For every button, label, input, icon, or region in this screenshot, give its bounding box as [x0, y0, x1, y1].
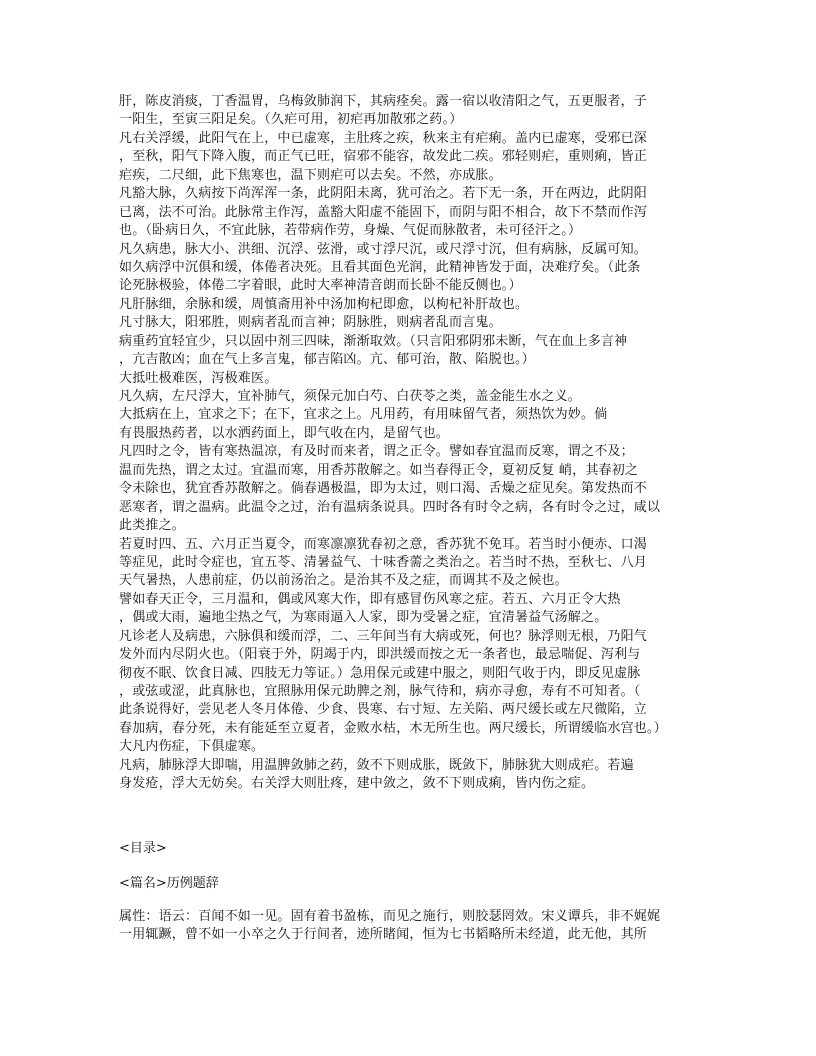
- text-line: 大凡内伤症，下俱虚寒。: [119, 739, 265, 755]
- main-text-block: [119, 93, 697, 794]
- text-line: ，或弦或涩，此真脉也，宜照脉用保元助脾之剂，脉气待和，病亦寻愈，寿有不可知者。（: [119, 684, 641, 699]
- text-line: 疟疾，二尺细，此下焦寒也，温下则疟可以去矣。不然，亦成胀。: [119, 167, 502, 183]
- text-line: 等症见，此时令症也，宜五苓、清暑益气、十味香薷之类治之。若当时不热，至秋七、八月: [119, 554, 648, 570]
- attribute-line: 一用辄蹶，曾不如一小卒之久于行间者，迹所睹闻，恒为七书韬略所未经道，此无他，其所: [119, 927, 648, 943]
- text-line: 肝，陈皮消痰，丁香温胃，乌梅敛肺润下，其病痊矣。露一宿以收清阳之气，五更服者，子: [119, 94, 648, 109]
- text-line: 凡豁大脉，久病按下尚浑浑一条，此阴阳未离，犹可治之。若下无一条，开在两边，此阴阳: [119, 186, 648, 202]
- chapter-title: <篇名>历例题辞: [119, 876, 219, 891]
- text-line: 已离，法不可治。此脉常主作泻，盖豁大阳虚不能固下，而阴与阳不相合，故下不禁而作泻: [119, 204, 648, 220]
- text-line: 大抵吐极难医，泻极难医。: [119, 370, 278, 386]
- text-line: 凡久病，左尺浮大，宜补肺气，须保元加白芍、白茯苓之类，盖金能生水之义。: [119, 389, 582, 404]
- text-line: 凡右关浮缓，此阳气在上，中已虚寒，主肚疼之疾，秋来主有疟痢。盖内已虚寒，受邪已深: [119, 130, 648, 146]
- text-line: 凡久病患，脉大小、洪细、沉浮、弦滑，或寸浮尺沉，或尺浮寸沉，但有病脉，反属可知。: [119, 241, 648, 257]
- text-line: 春加病，春分死，未有能延至立夏者，金败水枯，木无所生也。两尺缓长，所谓缓临水宫也。）: [119, 720, 667, 736]
- text-line: ，至秋，阳气下降入腹，而正气已旺，宿邪不能容，故发此二疾。邪轻则疟，重则痢，皆正: [119, 149, 648, 165]
- text-line: 一阳生，至寅三阳足矣。（久疟可用，初疟再加散邪之药。）: [119, 112, 463, 128]
- text-line: 病重药宜轻宜少，只以固中剂三四味，渐渐取效。（只言阳邪阴邪未断，气在血上多言神: [119, 333, 628, 349]
- text-line: 此条说得好，尝见老人冬月体倦、少食、畏寒、右寸短、左关陷、两尺缓长或左尺微陷，立: [119, 702, 648, 718]
- text-line: 凡病，肺脉浮大即喘，用温脾敛肺之药，敛不下则成胀，既敛下，肺脉犹大则成疟。若遍: [119, 757, 634, 773]
- text-line: ，偶或大雨，遍地尘热之气，为寒雨逼入人家，即为受暑之症，宜清暑益气汤解之。: [119, 610, 608, 626]
- text-line: 彻夜不眠、饮食日减、四肢无力等证。）急用保元或建中服之，则阳气收于内，即反见虚脉: [119, 665, 641, 681]
- text-line: 令未除也，犹宜香苏散解之。倘春遇极温，即为太过，则口渴、舌燥之症见矣。第发热而不: [119, 481, 648, 497]
- text-line: 凡四时之令，皆有寒热温凉，有及时而来者，谓之正令。譬如春宜温而反寒，谓之不及；: [119, 444, 634, 460]
- attribute-text-block: [119, 908, 697, 945]
- text-line: 大抵病在上，宜求之下；在下，宜求之上。凡用药，有用味留气者，须热饮为妙。倘: [119, 407, 608, 423]
- text-line: 如久病浮中沉俱和缓，体倦者决死。且看其面色光润，此精神皆发于面，决难疗矣。（此条: [119, 259, 641, 275]
- toc-label: <目录>: [119, 841, 167, 856]
- text-line: 有畏服热药者，以水洒药面上，即气收在内，是留气也。: [119, 425, 450, 441]
- text-line: 温而先热，谓之太过。宜温而寒，用香苏散解之。如当春得正令，夏初反复 峭，其春初之: [119, 462, 639, 478]
- text-line: 凡诊老人及病患，六脉俱和缓而浮，二、三年间当有大病或死，何也？脉浮则无根，乃阳气: [119, 628, 648, 644]
- text-line: 也。（卧病日久，不宜此脉，若带病作劳，身燥、气促而脉散者，未可径汗之。）: [119, 223, 582, 239]
- text-line: 论死脉极验，体倦二字着眼，此时大率神清音朗而长卧不能反侧也。）: [119, 278, 522, 294]
- text-line: 身发疮，浮大无妨矣。右关浮大则肚疼，建中敛之，敛不下则成痢，皆内伤之症。: [119, 776, 595, 792]
- text-line: 恶寒者，谓之温病。此温令之过，治有温病条说具。四时各有时令之病，各有时令之过，咸以: [119, 499, 661, 515]
- text-line: 此类推之。: [119, 518, 186, 534]
- text-line: 天气暑热，人患前症，仍以前汤治之。是治其不及之症，而调其不及之候也。: [119, 573, 568, 589]
- text-line: 发外而内尽阴火也。（阳衰于外，阴竭于内，即洪缓而按之无一条者也，最忌喘促、泻利与: [119, 647, 641, 663]
- text-line: 凡肝脉细，余脉和缓，周慎斋用补中汤加枸杞即愈，以枸杞补肝故也。: [119, 296, 529, 312]
- text-line: ，亢吉散凶；血在气上多言鬼，郁吉陷凶。亢、郁可治，散、陷脱也。）: [119, 352, 535, 368]
- text-line: 若夏时四、五、六月正当夏令，而寒凛凛犹春初之意，香苏犹不免耳。若当时小便赤、口渴: [119, 536, 648, 552]
- attribute-line: 属性：语云：百闻不如一见。固有着书盈栋，而见之施行，则胶瑟罔效。宋义谭兵，非不娓娓: [119, 909, 661, 924]
- text-line: 凡寸脉大，阳邪胜，则病者乱而言神；阴脉胜，则病者乱而言鬼。: [119, 315, 502, 331]
- text-line: 譬如春天正令，三月温和，偶或风寒大作，即有感冒伤风寒之症。若五、六月正令大热: [119, 591, 621, 607]
